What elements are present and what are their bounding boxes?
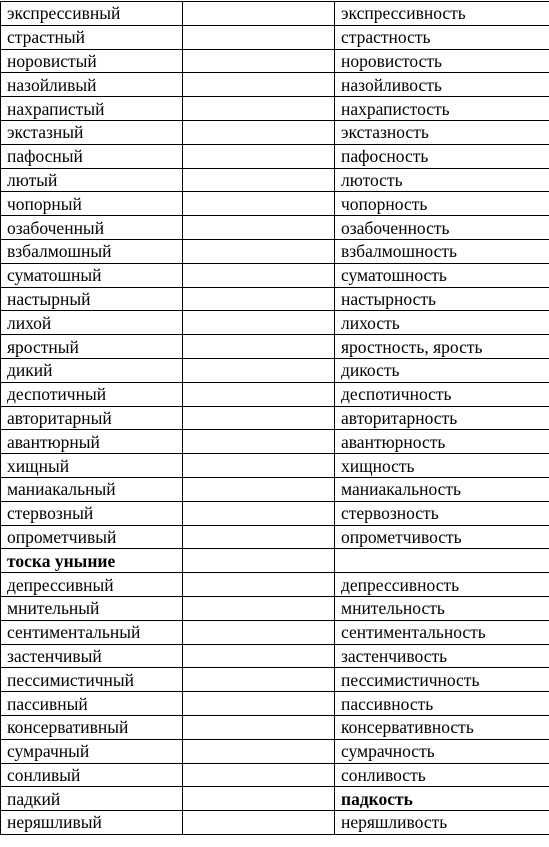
noun-cell: авторитарность — [335, 406, 549, 430]
empty-cell — [183, 406, 335, 430]
table-row — [1, 573, 549, 597]
empty-cell — [183, 382, 335, 406]
table-row — [1, 501, 549, 525]
table-row — [1, 239, 549, 263]
adjective-cell: страстный — [1, 25, 183, 49]
empty-cell — [183, 525, 335, 549]
empty-cell — [183, 715, 335, 739]
noun-cell: назойливость — [335, 73, 549, 97]
empty-cell — [183, 644, 335, 668]
empty-cell — [183, 311, 335, 335]
noun-cell: маниакальность — [335, 477, 549, 501]
adjective-cell: падкий — [1, 787, 183, 811]
adjective-cell: нахрапистый — [1, 97, 183, 121]
adjective-cell: лихой — [1, 311, 183, 335]
adjective-cell: авторитарный — [1, 406, 183, 430]
noun-cell: опрометчивость — [335, 525, 549, 549]
empty-cell — [183, 97, 335, 121]
table-row — [1, 525, 549, 549]
empty-cell — [183, 120, 335, 144]
adjective-cell: деспотичный — [1, 382, 183, 406]
adjective-cell: застенчивый — [1, 644, 183, 668]
table-row — [1, 216, 549, 240]
empty-cell — [183, 73, 335, 97]
noun-cell: экспрессивность — [335, 2, 549, 26]
adjective-cell: суматошный — [1, 263, 183, 287]
table-row — [1, 120, 549, 144]
noun-cell: хищность — [335, 454, 549, 478]
table-row — [1, 715, 549, 739]
table-row — [1, 49, 549, 73]
empty-cell — [183, 192, 335, 216]
adjective-cell: чопорный — [1, 192, 183, 216]
noun-cell: пафосность — [335, 144, 549, 168]
noun-cell: сумрачность — [335, 739, 549, 763]
adjective-cell: стервозный — [1, 501, 183, 525]
adjective-cell: сумрачный — [1, 739, 183, 763]
noun-cell: лихость — [335, 311, 549, 335]
empty-cell — [183, 739, 335, 763]
empty-cell — [183, 358, 335, 382]
empty-cell — [183, 763, 335, 787]
adjective-cell: консервативный — [1, 715, 183, 739]
empty-cell — [183, 549, 335, 573]
table-row — [1, 692, 549, 716]
noun-cell: неряшливость — [335, 811, 549, 835]
table-row — [1, 263, 549, 287]
table-row — [1, 668, 549, 692]
empty-cell — [183, 620, 335, 644]
empty-cell — [183, 263, 335, 287]
noun-cell: озабоченность — [335, 216, 549, 240]
empty-cell — [183, 692, 335, 716]
adjective-cell: опрометчивый — [1, 525, 183, 549]
table-row — [1, 406, 549, 430]
table-row — [1, 168, 549, 192]
noun-cell: взбалмошность — [335, 239, 549, 263]
adjective-cell: сентиментальный — [1, 620, 183, 644]
empty-cell — [183, 335, 335, 359]
adjective-cell: дикий — [1, 358, 183, 382]
table-row — [1, 73, 549, 97]
adjective-cell: норовистый — [1, 49, 183, 73]
table-row — [1, 335, 549, 359]
empty-cell — [183, 144, 335, 168]
noun-cell: страстность — [335, 25, 549, 49]
table-row — [1, 739, 549, 763]
adjective-cell: взбалмошный — [1, 239, 183, 263]
adjective-cell: неряшливый — [1, 811, 183, 835]
table-row — [1, 25, 549, 49]
table-row — [1, 763, 549, 787]
empty-cell — [183, 596, 335, 620]
noun-cell: депрессивность — [335, 573, 549, 597]
table-row — [1, 644, 549, 668]
empty-cell — [183, 239, 335, 263]
noun-cell: чопорность — [335, 192, 549, 216]
table-row — [1, 382, 549, 406]
adjective-cell: пессимистичный — [1, 668, 183, 692]
adjective-cell: мнительный — [1, 596, 183, 620]
noun-cell: падкость — [335, 787, 549, 811]
table-row — [1, 144, 549, 168]
noun-cell: яростность, ярость — [335, 335, 549, 359]
empty-cell — [183, 573, 335, 597]
table-row — [1, 430, 549, 454]
noun-cell: мнительность — [335, 596, 549, 620]
adjective-cell: депрессивный — [1, 573, 183, 597]
adjective-cell: хищный — [1, 454, 183, 478]
table-row — [1, 287, 549, 311]
adjective-cell: сонливый — [1, 763, 183, 787]
table-row — [1, 454, 549, 478]
empty-cell — [183, 501, 335, 525]
table-row — [1, 787, 549, 811]
adjective-cell: маниакальный — [1, 477, 183, 501]
adjective-cell: лютый — [1, 168, 183, 192]
word-table — [0, 1, 549, 835]
empty-cell — [183, 430, 335, 454]
empty-cell — [183, 477, 335, 501]
word-table-body — [1, 2, 549, 835]
noun-cell: деспотичность — [335, 382, 549, 406]
table-row — [1, 549, 549, 573]
noun-cell: консервативность — [335, 715, 549, 739]
adjective-cell: авантюрный — [1, 430, 183, 454]
table-row — [1, 2, 549, 26]
adjective-cell: настырный — [1, 287, 183, 311]
table-row — [1, 311, 549, 335]
table-row — [1, 811, 549, 835]
adjective-cell: яростный — [1, 335, 183, 359]
noun-cell: нахрапистость — [335, 97, 549, 121]
adjective-cell: экстазный — [1, 120, 183, 144]
adjective-cell: пассивный — [1, 692, 183, 716]
empty-cell — [183, 787, 335, 811]
noun-cell — [335, 549, 549, 573]
noun-cell: суматошность — [335, 263, 549, 287]
table-row — [1, 192, 549, 216]
adjective-cell: тоска уныние — [1, 549, 183, 573]
noun-cell: пессимистичность — [335, 668, 549, 692]
adjective-cell: экспрессивный — [1, 2, 183, 26]
table-row — [1, 477, 549, 501]
empty-cell — [183, 216, 335, 240]
noun-cell: настырность — [335, 287, 549, 311]
noun-cell: стервозность — [335, 501, 549, 525]
adjective-cell: назойливый — [1, 73, 183, 97]
empty-cell — [183, 454, 335, 478]
noun-cell: экстазность — [335, 120, 549, 144]
noun-cell: пассивность — [335, 692, 549, 716]
empty-cell — [183, 168, 335, 192]
adjective-cell: озабоченный — [1, 216, 183, 240]
noun-cell: застенчивость — [335, 644, 549, 668]
noun-cell: лютость — [335, 168, 549, 192]
empty-cell — [183, 25, 335, 49]
empty-cell — [183, 668, 335, 692]
table-row — [1, 97, 549, 121]
table-row — [1, 620, 549, 644]
table-row — [1, 358, 549, 382]
noun-cell: сентиментальность — [335, 620, 549, 644]
empty-cell — [183, 2, 335, 26]
empty-cell — [183, 49, 335, 73]
empty-cell — [183, 287, 335, 311]
table-row — [1, 596, 549, 620]
noun-cell: норовистость — [335, 49, 549, 73]
noun-cell: авантюрность — [335, 430, 549, 454]
adjective-cell: пафосный — [1, 144, 183, 168]
noun-cell: дикость — [335, 358, 549, 382]
noun-cell: сонливость — [335, 763, 549, 787]
empty-cell — [183, 811, 335, 835]
